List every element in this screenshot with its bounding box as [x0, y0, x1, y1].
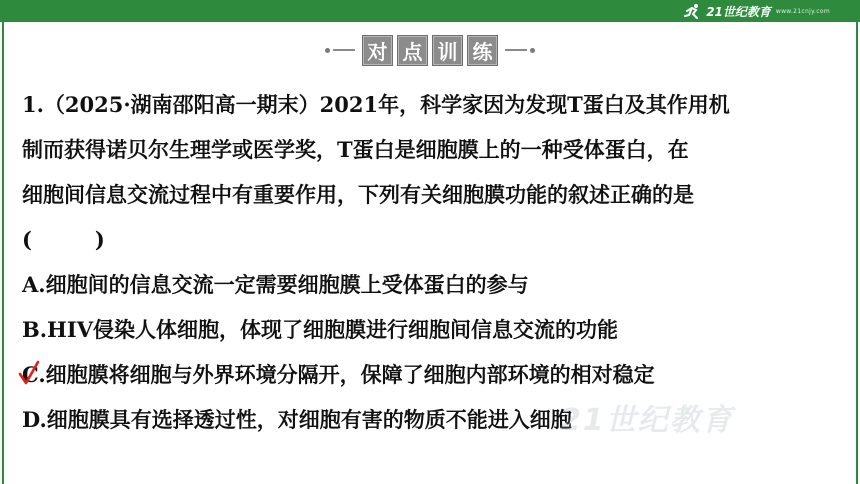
logo-text: 21世纪教育 — [706, 4, 771, 19]
logo-url: www.21cnjy.com — [775, 7, 830, 15]
option-a[interactable]: A.细胞间的信息交流一定需要细胞膜上受体蛋白的参与 — [22, 272, 529, 297]
option-b[interactable]: B.HIV侵染人体细胞，体现了细胞膜进行细胞间信息交流的功能 — [22, 317, 619, 342]
title-char: 练 — [467, 35, 498, 66]
left-border — [2, 22, 4, 484]
correct-answer-check-icon — [18, 360, 40, 386]
watermark: 21世纪教育 — [560, 403, 734, 438]
right-border — [856, 22, 858, 484]
section-title — [0, 33, 860, 67]
option-d[interactable]: D.细胞膜具有选择透过性，对细胞有害的物质不能进入细胞 — [22, 407, 572, 432]
title-char: 点 — [397, 35, 428, 66]
title-char: 训 — [432, 35, 463, 66]
title-box — [362, 35, 498, 66]
title-char: 对 — [362, 35, 393, 66]
runner-logo-icon — [683, 3, 703, 19]
top-bar — [0, 0, 860, 22]
option-c[interactable]: C.细胞膜将细胞与外界环境分隔开，保障了细胞内部环境的相对稳定 — [22, 362, 655, 387]
decor-dot-icon — [325, 48, 330, 53]
question-block — [22, 82, 842, 442]
decor-line — [505, 49, 527, 51]
question-stem-line: 细胞间信息交流过程中有重要作用，下列有关细胞膜功能的叙述正确的是 — [22, 182, 694, 207]
question-stem-line: 制而获得诺贝尔生理学或医学奖，T蛋白是细胞膜上的一种受体蛋白，在 — [22, 137, 689, 162]
decor-line — [333, 49, 355, 51]
decor-dot-icon — [530, 48, 535, 53]
logo — [683, 2, 830, 20]
answer-blank: ( ) — [22, 227, 105, 252]
question-stem-line: 1.（2025·湖南邵阳高一期末）2021年，科学家因为发现T蛋白及其作用机 — [22, 92, 730, 117]
